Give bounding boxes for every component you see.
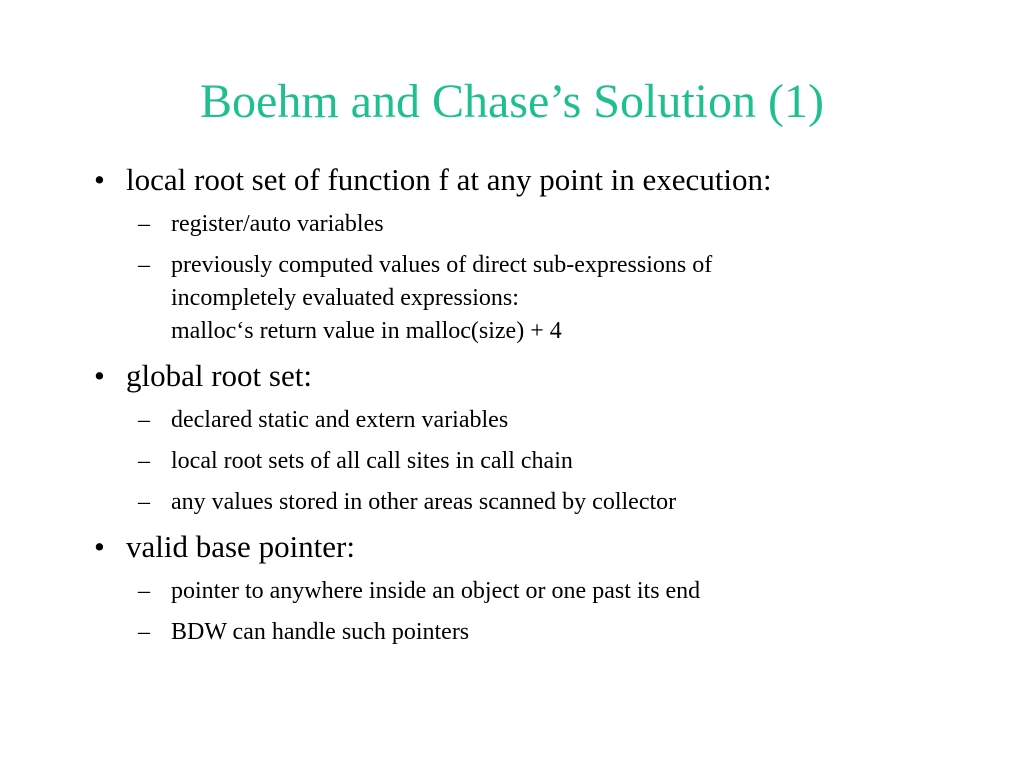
bullet-glyph: • xyxy=(94,162,105,197)
bullet-text: valid base pointer: xyxy=(126,529,355,564)
sub-item-line: any values stored in other areas scanned by collector xyxy=(171,489,677,515)
dash-glyph: – xyxy=(138,578,150,604)
sub-item-text xyxy=(171,445,974,478)
sub-item-text xyxy=(171,575,974,608)
sub-item-line: pointer to anywhere inside an object or one past its end xyxy=(171,578,701,604)
dash-glyph: – xyxy=(138,407,150,433)
bullet-local-root-set xyxy=(94,160,974,200)
dash-glyph: – xyxy=(138,489,150,515)
sub-item-text xyxy=(171,208,974,241)
bullet-text: global root set: xyxy=(126,358,312,393)
sub-item xyxy=(138,575,974,608)
sub-item xyxy=(138,616,974,649)
dash-glyph: – xyxy=(138,448,150,474)
sub-item-text xyxy=(171,486,974,519)
slide-title: Boehm and Chase’s Solution (1) xyxy=(200,75,824,128)
sub-item xyxy=(138,404,974,437)
sub-item-text xyxy=(171,249,974,348)
sub-item-line: declared static and extern variables xyxy=(171,407,509,433)
sub-item xyxy=(138,208,974,241)
sub-item-line: local root sets of all call sites in call chain xyxy=(171,448,573,474)
sub-item xyxy=(138,445,974,478)
bullet-global-root-set xyxy=(94,356,974,396)
sub-item xyxy=(138,249,974,348)
dash-glyph: – xyxy=(138,619,150,645)
sub-item-text xyxy=(171,616,974,649)
sub-item-line: malloc‘s return value in malloc(size) + 4 xyxy=(171,318,562,344)
slide-content xyxy=(94,160,974,649)
bullet-valid-base-pointer xyxy=(94,527,974,567)
sub-item-line: register/auto variables xyxy=(171,211,384,237)
sub-item-line: incompletely evaluated expressions: xyxy=(171,285,519,311)
bullet-text: local root set of function f at any point in execution: xyxy=(126,162,772,197)
dash-glyph: – xyxy=(138,252,150,278)
dash-glyph: – xyxy=(138,211,150,237)
sub-item xyxy=(138,486,974,519)
sub-item-line: previously computed values of direct sub-expressions of xyxy=(171,252,713,278)
bullet-glyph: • xyxy=(94,529,105,564)
sub-item-text xyxy=(171,404,974,437)
bullet-glyph: • xyxy=(94,358,105,393)
sub-item-line: BDW can handle such pointers xyxy=(171,619,470,645)
